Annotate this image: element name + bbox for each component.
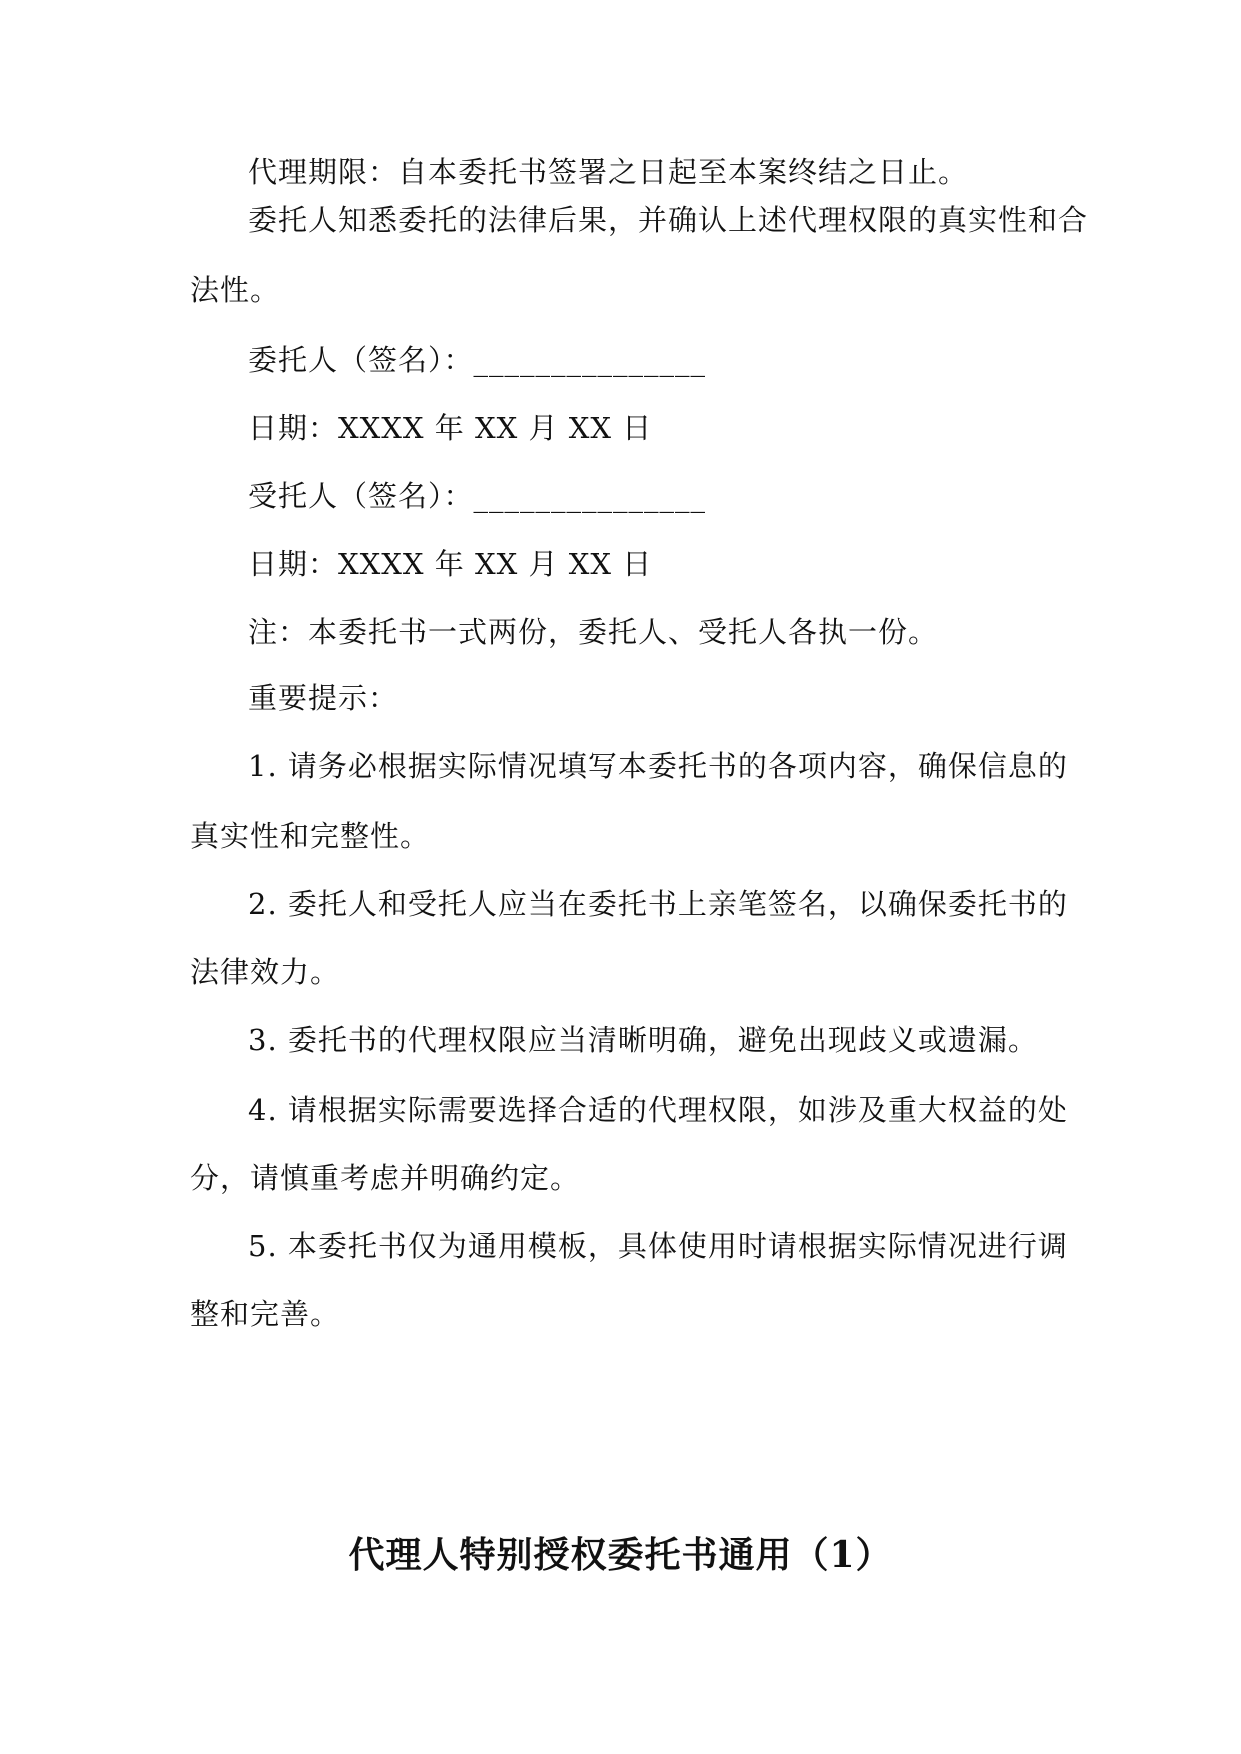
agent-signature-line: 受托人（签名）：_______________: [248, 479, 707, 513]
tip-2-line1: 2. 委托人和受托人应当在委托书上亲笔签名，以确保委托书的: [248, 887, 1068, 921]
tip-4-line2: 分，请慎重考虑并明确约定。: [190, 1161, 581, 1195]
tip-5-line1: 5. 本委托书仅为通用模板，具体使用时请根据实际情况进行调: [248, 1229, 1068, 1263]
term-paragraph: 代理期限：自本委托书签署之日起至本案终结之日止。: [248, 155, 969, 189]
acknowledgement-paragraph-line2: 法性。: [190, 273, 281, 307]
acknowledgement-paragraph-line1: 委托人知悉委托的法律后果，并确认上述代理权限的真实性和合: [248, 203, 1089, 237]
tip-2-line2: 法律效力。: [190, 955, 341, 989]
tip-4-line1: 4. 请根据实际需要选择合适的代理权限，如涉及重大权益的处: [248, 1093, 1068, 1127]
tip-1-line2: 真实性和完整性。: [190, 819, 431, 853]
agent-date-line: 日期：XXXX 年 XX 月 XX 日: [248, 547, 653, 581]
important-heading: 重要提示：: [248, 681, 399, 715]
principal-signature-line: 委托人（签名）：_______________: [248, 343, 707, 377]
tip-1-line1: 1. 请务必根据实际情况填写本委托书的各项内容，确保信息的: [248, 749, 1068, 783]
next-document-title: 代理人特别授权委托书通用（1）: [348, 1534, 893, 1576]
note-paragraph: 注：本委托书一式两份，委托人、受托人各执一份。: [248, 615, 939, 649]
principal-date-line: 日期：XXXX 年 XX 月 XX 日: [248, 411, 653, 445]
tip-5-line2: 整和完善。: [190, 1297, 341, 1331]
tip-3-line1: 3. 委托书的代理权限应当清晰明确，避免出现歧义或遗漏。: [248, 1023, 1038, 1057]
